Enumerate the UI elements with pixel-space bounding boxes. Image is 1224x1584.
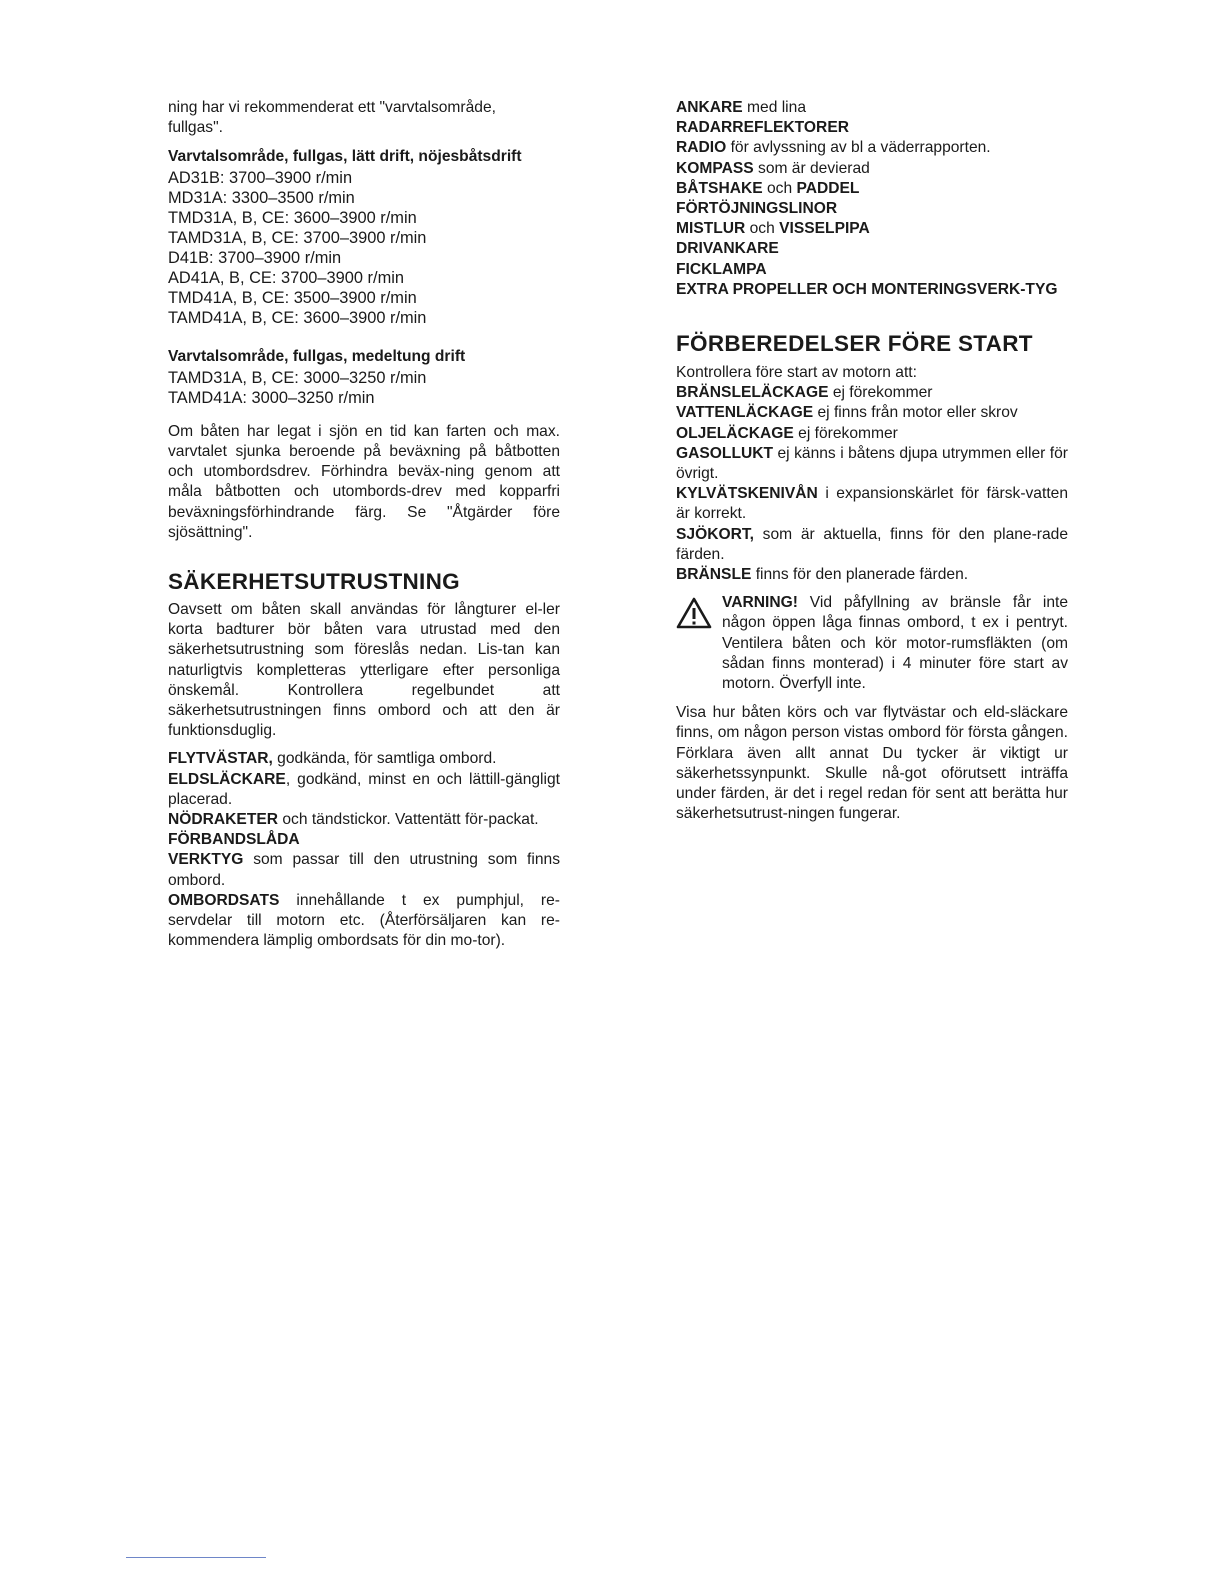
spec-line: TAMD41A, B, CE: 3600–3900 r/min	[168, 309, 427, 328]
checklist-item: SJÖKORT, som är aktuella, finns för den plane-rade färden.	[676, 525, 1068, 563]
spec-line: TAMD41A: 3000–3250 r/min	[168, 388, 375, 407]
equipment-item: FÖRTÖJNINGSLINOR	[676, 200, 838, 218]
equipment-item: FÖRBANDSLÅDA	[168, 831, 300, 849]
spec-line: AD31B: 3700–3900 r/min	[168, 168, 353, 187]
checklist-item: BRÄNSLE finns för den planerade färden.	[676, 566, 969, 584]
warning-triangle-icon	[676, 597, 712, 629]
checklist-item: KYLVÄTSKENIVÅN i expansionskärlet för färsk-vatten är korrekt.	[676, 485, 1068, 523]
extra-equipment-list	[676, 98, 1068, 300]
equipment-item: FLYTVÄSTAR, godkända, för samtliga ombord.	[168, 750, 497, 768]
equipment-item: BÅTSHAKE och PADDEL	[676, 179, 860, 197]
safety-equipment-title: SÄKERHETSUTRUSTNING	[168, 568, 460, 594]
equipment-item: FICKLAMPA	[676, 260, 767, 278]
spec-line: TMD31A, B, CE: 3600–3900 r/min	[168, 208, 417, 227]
light-duty-heading: Varvtalsområde, fullgas, lätt drift, nöjesbåtsdrift	[168, 148, 522, 166]
equipment-item: VERKTYG som passar till den utrustning som finns ombord.	[168, 851, 560, 889]
checklist-item: OLJELÄCKAGE ej förekommer	[676, 424, 898, 442]
preparations-checklist	[676, 383, 1068, 585]
checklist-item: BRÄNSLELÄCKAGE ej förekommer	[676, 384, 933, 402]
fouling-paragraph: Om båten har legat i sjön en tid kan farten och max. varvtalet sjunka beroende på beväxning på båtbotten och utombordsdrev. Förhindra beväx-ning genom att måla båtbotten och utombords-drev med kopparfri beväxningsförhindrande färg. Se "Åtgärder före sjösättning".	[168, 422, 560, 541]
equipment-item: MISTLUR och VISSELPIPA	[676, 220, 870, 238]
light-duty-spec-list	[168, 168, 560, 329]
warning-box	[676, 593, 1068, 694]
preparations-intro: Kontrollera före start av motorn att:	[676, 364, 917, 382]
equipment-item: KOMPASS som är devierad	[676, 159, 870, 177]
footer-divider	[126, 1557, 266, 1558]
equipment-item: ANKARE med lina	[676, 99, 806, 116]
spec-line: AD41A, B, CE: 3700–3900 r/min	[168, 269, 404, 288]
spec-line: TMD41A, B, CE: 3500–3900 r/min	[168, 289, 417, 308]
equipment-item: OMBORDSATS innehållande t ex pumphjul, re-servdelar till motorn etc. (Återförsäljaren kan re-kommendera lämplig ombordsats för din mo-tor).	[168, 891, 560, 950]
closing-paragraph: Visa hur båten körs och var flytvästar och eld-släckare finns, om någon person vistas ombord för första gången. Förklara även allt annat Du tycker är viktigt ur säkerhetssynpunkt. Skulle nå-got oförutsett inträffa under färden, är det i regel redan för sent att berätta hur säkerhetsutrust-ningen fungerar.	[676, 704, 1068, 823]
medium-duty-heading: Varvtalsområde, fullgas, medeltung drift	[168, 348, 466, 366]
spec-line: MD31A: 3300–3500 r/min	[168, 188, 355, 207]
safety-intro-paragraph: Oavsett om båten skall användas för långturer el-ler korta badturer bör båten vara utrustad med den säkerhetsutrustning som föreslås nedan. Lis-tan kan naturligtvis kompletteras ytterligare efter personliga önskemål. Kontrollera regelbundet att säkerhetsutrustningen finns ombord och att den är funktionsduglig.	[168, 600, 560, 740]
right-column	[676, 98, 1068, 825]
warning-text: VARNING! Vid påfyllning av bränsle får inte någon öppen låga finnas ombord, t ex i pentryt. Ventilera båten och kör motor-rumsfläkten (om sådan finns monterad) i 4 minuter före start av motorn. Överfyll inte.	[722, 594, 1068, 693]
preparations-title: FÖRBEREDELSER FÖRE START	[676, 331, 1033, 357]
equipment-item: RADIO för avlyssning av bl a väderrapporten.	[676, 139, 991, 157]
equipment-item: DRIVANKARE	[676, 240, 779, 258]
safety-equipment-list	[168, 749, 560, 951]
equipment-item: ELDSLÄCKARE, godkänd, minst en och lättill-gängligt placerad.	[168, 770, 560, 808]
equipment-item: NÖDRAKETER och tändstickor. Vattentätt för-packat.	[168, 811, 539, 828]
medium-duty-spec-list	[168, 368, 560, 408]
spec-line: TAMD31A, B, CE: 3700–3900 r/min	[168, 228, 427, 247]
left-column	[168, 98, 560, 951]
intro-text: ning har vi rekommenderat ett "varvtalsområde, fullgas".	[168, 99, 496, 137]
spec-line: D41B: 3700–3900 r/min	[168, 248, 342, 267]
equipment-item: RADARREFLEKTORER	[676, 119, 849, 137]
checklist-item: VATTENLÄCKAGE ej finns från motor eller skrov	[676, 404, 1018, 422]
equipment-item: EXTRA PROPELLER OCH MONTERINGSVERK-TYG	[676, 280, 1058, 298]
checklist-item: GASOLLUKT ej känns i båtens djupa utrymmen eller för övrigt.	[676, 444, 1068, 483]
spec-line: TAMD31A, B, CE: 3000–3250 r/min	[168, 368, 427, 387]
